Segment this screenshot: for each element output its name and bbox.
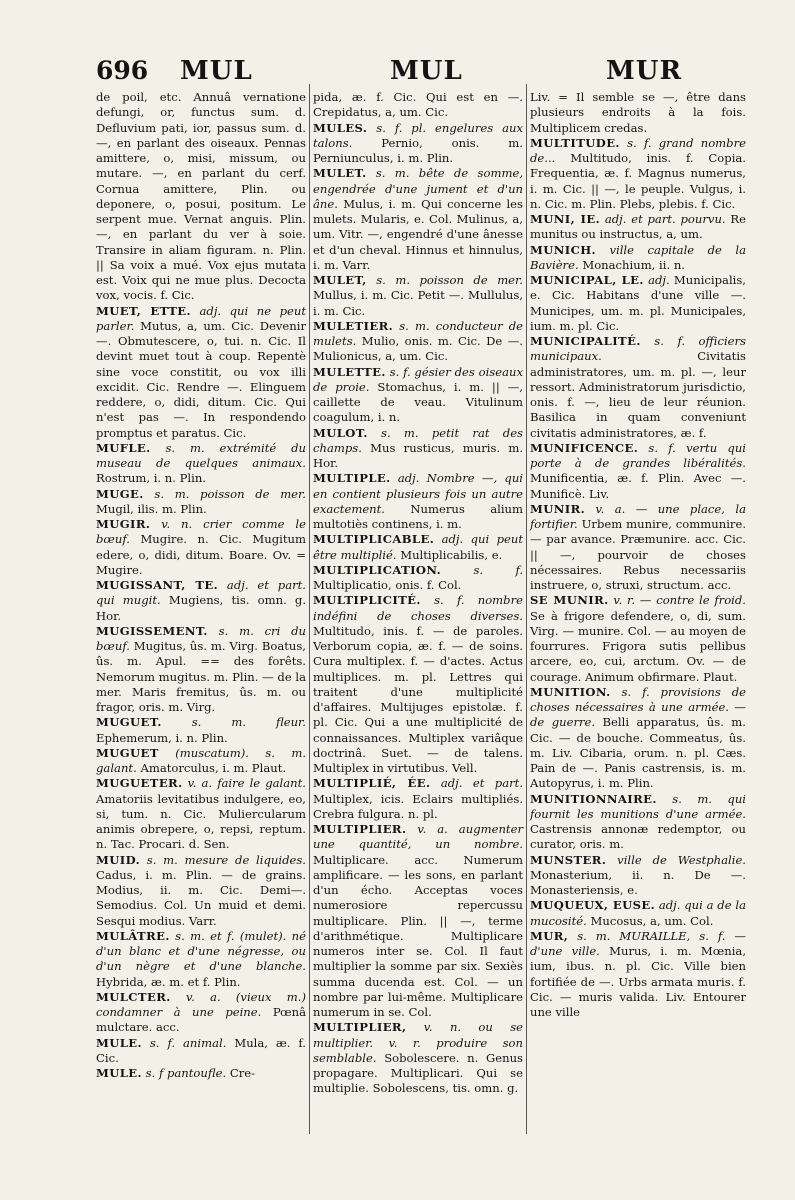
entry-translation: Munificentia, æ. f. Plin. Avec —. Munificè. Liv. <box>530 471 746 501</box>
entry-headword: MULE. <box>96 1035 142 1050</box>
dictionary-entry <box>96 990 306 1036</box>
entry-translation: Multiplicabilis, e. <box>400 547 503 562</box>
entry-translation: Re munitus ou instructus, a, um. <box>530 212 746 242</box>
entry-translation: Municipalis, e. Cic. Habitans d'une ville —. Municipes, um. m. pl. Municipales, ium. m. pl. Cic. <box>530 273 746 333</box>
entry-translation: Mus rusticus, muris. m. Hor. <box>313 440 524 470</box>
entry-translation: Mulio, onis. m. Cic. De —. Mulionicus, a, um. Cic. <box>313 334 523 364</box>
dictionary-entry <box>96 304 306 441</box>
entry-definition: s. f. animal. <box>149 1035 227 1050</box>
entry-translation: pida, æ. f. Cic. Qui est en —. Crepidatus, a, um. Cic. <box>313 90 523 120</box>
entry-definition: s. m. et f. (mulet). né d'un blanc et d'une négresse, ou d'un nègre et d'une blanche. <box>96 928 306 974</box>
entry-definition: v. n. crier comme le bœuf. <box>96 517 306 547</box>
entry-translation: Mutus, a, um. Cic. Devenir —. Obmutescere, o, tui. n. Cic. Il devint muet tout à coup. Repentè sine voce constitit, ou vox illi excidit. Cic. Rendre —. Elinguem reddere, o, didi, ditum. Cic. Qui n'est pas —. In respondendo promptus et paratus. Cic. <box>96 318 306 440</box>
entry-definition: (muscatum). s. m. galant. <box>96 745 307 775</box>
dictionary-entry <box>530 853 746 899</box>
entry-definition: adj. et part. qui mugit. <box>96 578 306 608</box>
entry-definition: s. m. bête de somme, engendrée d'une jument et d'un âne. <box>313 166 523 211</box>
entry-headword: MULTITUDE. <box>530 135 620 150</box>
entry-definition: adj. qui a de la mucosité. <box>530 898 746 928</box>
entry-translation: Amatoriis levitatibus indulgere, eo, si, tum. n. Cic. Muliercularum animis obrepere, o, repsi, reptum. n. Tac. Procari. d. Sen. <box>96 791 306 852</box>
entry-definition: v. a. — une place, la fortifier. <box>530 501 746 531</box>
entry-definition: s. m. MURAILLE, s. f. — d'une ville. <box>530 928 746 958</box>
entry-headword: MULET. <box>313 166 367 181</box>
entry-headword: MULÂTRE. <box>96 928 170 943</box>
entry-headword: MUNICIPAL, LE. <box>530 273 644 287</box>
entry-definition: s. m. poisson de mer. <box>154 486 306 501</box>
dictionary-entry <box>313 121 523 167</box>
running-head-middle: MUL <box>390 56 463 86</box>
entry-translation: Pœnâ mulctare. acc. <box>96 1005 307 1035</box>
entry-headword: MULTIPLICABLE. <box>313 532 435 547</box>
entry-translation: Cre- <box>229 1066 256 1080</box>
entry-definition: s. m. extrémité du museau de quelques animaux. <box>96 440 306 470</box>
dictionary-entry <box>96 776 306 852</box>
entry-definition: adj. qui ne peut parler. <box>96 303 306 333</box>
dictionary-entry <box>530 334 746 441</box>
dictionary-entry <box>313 319 523 365</box>
entry-headword: SE MUNIR. <box>530 593 609 608</box>
entry-definition: s. f. gésier des oiseaux de proie. <box>313 364 524 394</box>
dictionary-entry <box>313 90 523 121</box>
dictionary-entry <box>530 593 746 685</box>
entry-headword: MUGUET <box>96 745 159 760</box>
entry-definition: s. m. poisson de mer. <box>376 273 523 287</box>
entry-definition: s. f. nombre indéfini de choses diverses. <box>313 593 524 623</box>
entry-definition: v. n. ou se multiplier. v. r. produire son semblable. <box>313 1020 524 1065</box>
entry-translation: Cadus, i. m. Plin. — de grains. Modius, ii. m. Cic. Demi—. Semodius. Col. Un muid et demi. Sesqui modius. Varr. <box>96 867 306 928</box>
entry-translation: Se à frigore defendere, o, di, sum. Virg. — munire. Col. — au moyen de fourrures. Frigora sutis pellibus arcere, eo, cui, arctum. Ov. — de courage. Animum obfirmare. Plaut. <box>530 608 746 684</box>
entry-headword: MUQUEUX, EUSE. <box>530 898 656 913</box>
entry-headword: MULES. <box>313 120 368 135</box>
dictionary-entry <box>96 441 306 487</box>
entry-definition: s. f pantoufle. <box>145 1066 227 1080</box>
entry-definition: s. m. qui fournit les munitions d'une armée. <box>530 791 747 821</box>
entry-headword: MUET, ETTE. <box>96 303 191 318</box>
entry-translation: Civitatis administratores, um. m. pl. —, leur ressort. Administratorum jurisdictio, onis. f. —, lieu de leur réunion. Basilica in quam conveniunt civitatis administratores, æ. f. <box>530 349 746 440</box>
column-divider <box>526 84 527 1134</box>
entry-headword: MULTIPLIER, <box>313 1020 407 1035</box>
dictionary-entry <box>96 578 306 624</box>
dictionary-entry <box>530 273 746 334</box>
entry-translation: Urbem munire, communire. — par avance. Præmunire. acc. Cic. || —, pourvoir de choses nécessaires. Rebus necessariis instruere, o, struxi, structum. acc. <box>530 517 746 592</box>
entry-definition: s. m. mesure de liquides. <box>146 852 306 867</box>
entry-translation: Stomachus, i. m. || —, caillette de veau. Vitulinum coagulum, i. n. <box>313 379 523 425</box>
entry-headword: MULTIPLIÉ, ÉE. <box>313 776 431 791</box>
entry-translation: Mugire. n. Cic. Mugitum edere, o, didi, ditum. Boare. Ov. = Mugire. <box>96 532 307 577</box>
entry-translation: Hybrida, æ. m. et f. Plin. <box>96 974 241 989</box>
entry-translation: Mugitus, ûs. m. Virg. Boatus, ûs. m. Apul. == des forêts. Nemorum mugitus. m. Plin. — de la mer. Maris fremitus, ûs. m. ou fragor, oris. m. Virg. <box>96 639 306 714</box>
entry-translation: Pernio, onis. m. Perniunculus, i. m. Plin. <box>313 135 523 165</box>
entry-headword: MUNICIPALITÉ. <box>530 334 641 348</box>
dictionary-entry <box>96 1036 306 1067</box>
entry-definition: v. a. (vieux m.) condamner à une peine. <box>96 989 306 1019</box>
dictionary-entry <box>530 90 746 136</box>
entry-headword: MUGISSEMENT. <box>96 623 208 638</box>
dictionary-entry <box>96 624 306 716</box>
entry-translation: Murus, i. m. Mœnia, ium, ibus. n. pl. Cic. Ville bien fortifiée de —. Urbs armata muris. f. Cic. — muris valida. Liv. Entourer une ville <box>530 944 747 1019</box>
entry-definition: s. m. cri du bœuf. <box>96 623 306 653</box>
entry-translation: Mugiens, tis. omn. g. Hor. <box>96 593 307 623</box>
dictionary-entry <box>313 822 523 1020</box>
entry-headword: MUGISSANT, TE. <box>96 578 219 592</box>
entry-definition: s. m. fleur. <box>191 715 306 730</box>
entry-translation: Numerus alium multotiès continens, i. m. <box>313 501 523 531</box>
entry-translation: Liv. = Il semble se —, être dans plusieurs endroits à la fois. Multiplicem credas. <box>530 90 746 135</box>
entry-headword: MUNITION. <box>530 684 611 699</box>
dictionary-entry <box>530 898 746 929</box>
entry-headword: MULTIPLICITÉ. <box>313 593 421 608</box>
entry-translation: Multitudo, inis. f. Copia. Frequentia, æ. f. Magnus numerus, i. m. Cic. || —, le peuple. Vulgus, i. n. Cic. m. Plin. Plebs, plebis. f. Cic. <box>530 151 746 211</box>
dictionary-entry <box>96 746 306 777</box>
entry-headword: MULTIPLICATION. <box>313 562 442 577</box>
entry-headword: MUFLE. <box>96 440 151 455</box>
entry-headword: MULETTE. <box>313 364 386 379</box>
column-1 <box>96 90 306 1081</box>
entry-headword: MUID. <box>96 852 141 867</box>
running-head-right: MUR <box>606 56 683 86</box>
entry-translation: Amatorculus, i. m. Plaut. <box>140 761 287 775</box>
entry-headword: MUNICH. <box>530 242 596 257</box>
entry-definition: ville capitale de la Bavière. <box>530 242 747 272</box>
dictionary-entry <box>96 853 306 929</box>
entry-headword: MULCTER. <box>96 989 171 1004</box>
dictionary-entry <box>96 487 306 518</box>
entry-definition: v. a. augmenter une quantité, un nombre. <box>313 822 523 852</box>
entry-translation: Mucosus, a, um. Col. <box>590 913 714 928</box>
dictionary-entry <box>313 426 523 472</box>
entry-translation: Ephemerum, i. n. Plin. <box>96 730 228 745</box>
running-head-left: MUL <box>180 56 253 86</box>
dictionary-entry <box>530 441 746 502</box>
entry-definition: adj. et part. <box>440 776 523 791</box>
dictionary-entry <box>530 502 746 594</box>
entry-headword: MUGIR. <box>96 517 151 531</box>
entry-definition: s. m. conducteur de mulets. <box>313 318 523 348</box>
column-2 <box>313 90 523 1097</box>
entry-translation: Rostrum, i. n. Plin. <box>96 471 206 486</box>
dictionary-entry <box>530 212 746 243</box>
entry-translation: Monasterium, ii. n. De —. Monasteriensis, e. <box>530 867 746 897</box>
entry-translation: de poil, etc. Annuâ vernatione defungi, or, functus sum. d. Defluvium pati, ior, passus sum. d. —, en parlant des oiseaux. Pennas amittere, o, misi, missum, ou mutare. —, en parlant du cerf. Cornua amittere, Plin. ou deponere, o, posui, positum. Le serpent mue. Vernat anguis. Plin. —, en parlant du ver à soie. Transire in aliam figuram. n. Plin. || Sa voix a mué. Vox ejus mutata est. Voix qui ne mue plus. Decocta vox, vocis. f. Cic. <box>96 90 306 303</box>
entry-translation: Monachium, ii. n. <box>582 257 685 272</box>
dictionary-entry <box>530 792 746 853</box>
dictionary-entry <box>96 1066 306 1081</box>
entry-headword: MUGUETER. <box>96 776 183 791</box>
page-number: 696 <box>96 56 149 85</box>
entry-definition: v. r. — contre le froid. <box>613 593 746 608</box>
dictionary-entry <box>96 517 306 578</box>
entry-definition: s. m. petit rat des champs. <box>313 425 524 455</box>
entry-translation: Mullus, i. m. Cic. Petit —. Mullulus, i. m. Cic. <box>313 288 523 318</box>
column-divider <box>309 84 310 1134</box>
dictionary-entry <box>313 471 523 532</box>
entry-definition: s. f. grand nombre de... <box>530 135 746 165</box>
entry-definition: s. f. provisions de choses nécessaires à une armée. — de guerre. <box>530 684 747 730</box>
entry-translation: Belli apparatus, ûs. m. Cic. — de bouche. Commeatus, ûs. m. Liv. Cibaria, orum. n. pl. Cæs. Pain de —. Panis castrensis, is. m. Autopyrus, i. m. Plin. <box>530 715 746 791</box>
entry-headword: MULOT. <box>313 425 368 440</box>
entry-translation: Multiplicare. acc. Numerum amplificare. — les sons, en parlant d'un écho. Acceptas voces numerosiore repercussu multiplicare. Plin. || —, terme d'arithmétique. Multiplicare numeros inter se. Col. Il faut multiplier la somme par six. Sexiès summa ducenda est. Col. — un nombre par lui-même. Multiplicare numerum in se. Col. <box>313 852 523 1019</box>
entry-definition: v. a. faire le galant. <box>187 776 306 791</box>
dictionary-entry <box>313 166 523 273</box>
dictionary-entry <box>313 593 523 776</box>
entry-translation: Mula, æ. f. Cic. <box>96 1035 306 1065</box>
dictionary-entry <box>530 685 746 792</box>
entry-headword: MULTIPLIER. <box>313 822 407 836</box>
entry-headword: MULE. <box>96 1066 142 1080</box>
dictionary-entry <box>313 365 523 426</box>
entry-definition: s. f. pl. engelures aux talons. <box>313 120 524 150</box>
dictionary-entry <box>530 929 746 1021</box>
dictionary-entry <box>530 243 746 274</box>
entry-headword: MUNIFICENCE. <box>530 440 639 455</box>
dictionary-entry <box>96 929 306 990</box>
dictionary-entry <box>313 563 523 594</box>
entry-headword: MUR, <box>530 928 569 943</box>
entry-headword: MUNSTER. <box>530 852 607 867</box>
entry-definition: adj. qui peut être multiplié. <box>313 532 523 562</box>
entry-headword: MUGUET. <box>96 715 162 730</box>
entry-definition: adj. <box>648 273 670 287</box>
dictionary-entry <box>313 273 523 319</box>
dictionary-entry <box>96 90 306 304</box>
entry-translation: Multitudo, inis. f. — de paroles. Verborum copia, æ. f. — de soins. Cura multiplex. f. — d'actes. Actus multiplices. m. pl. Lettres qui traitent d'une multiplicité d'affaires. Multijuges epistolæ. f. pl. Cic. Qui a une multiplicité de connaissances. Multiplex variâque doctrinâ. Suet. — de talens. Multiplex in virtutibus. Vell. <box>313 623 523 775</box>
entry-definition: ville de Westphalie. <box>617 852 746 867</box>
column-3 <box>530 90 746 1020</box>
entry-headword: MULET, <box>313 273 367 287</box>
dictionary-entry <box>96 715 306 746</box>
entry-headword: MUNITIONNAIRE. <box>530 791 657 806</box>
entry-translation: Multiplicatio, onis. f. Col. <box>313 578 462 592</box>
dictionary-entry <box>313 1020 523 1096</box>
entry-headword: MUNI, IE. <box>530 212 601 226</box>
entry-translation: Mulus, i. m. Qui concerne les mulets. Mularis, e. Col. Mulinus, a, um. Vitr. —, engendré d'une ânesse et d'un cheval. Hinnus et hinnulus, i. m. Varr. <box>313 196 523 272</box>
entry-definition: adj. et part. pourvu. <box>604 212 726 226</box>
entry-translation: Multiplex, icis. Eclairs multipliés. Crebra fulgura. n. pl. <box>313 791 523 821</box>
entry-headword: MUGE. <box>96 486 144 501</box>
entry-definition: s. f. vertu qui porte à de grandes libéralités. <box>530 440 746 470</box>
entry-definition: adj. Nombre —, qui en contient plusieurs fois un autre exactement. <box>313 471 523 516</box>
entry-definition: s. f. <box>473 562 524 577</box>
entry-definition: s. f. officiers municipaux. <box>530 334 746 364</box>
entry-translation: Castrensis annonæ redemptor, ou curator, oris. m. <box>530 822 746 852</box>
entry-headword: MUNIR. <box>530 501 586 516</box>
entry-translation: Mugil, ilis. m. Plin. <box>96 501 207 516</box>
page-header <box>0 56 795 90</box>
dictionary-entry <box>530 136 746 212</box>
entry-headword: MULETIER. <box>313 318 394 333</box>
dictionary-entry <box>313 776 523 822</box>
entry-headword: MULTIPLE. <box>313 471 391 486</box>
entry-translation: Sobolescere. n. Genus propagare. Multiplicari. Qui se multiplie. Sobolescens, tis. omn. g. <box>313 1050 523 1096</box>
dictionary-entry <box>313 532 523 563</box>
